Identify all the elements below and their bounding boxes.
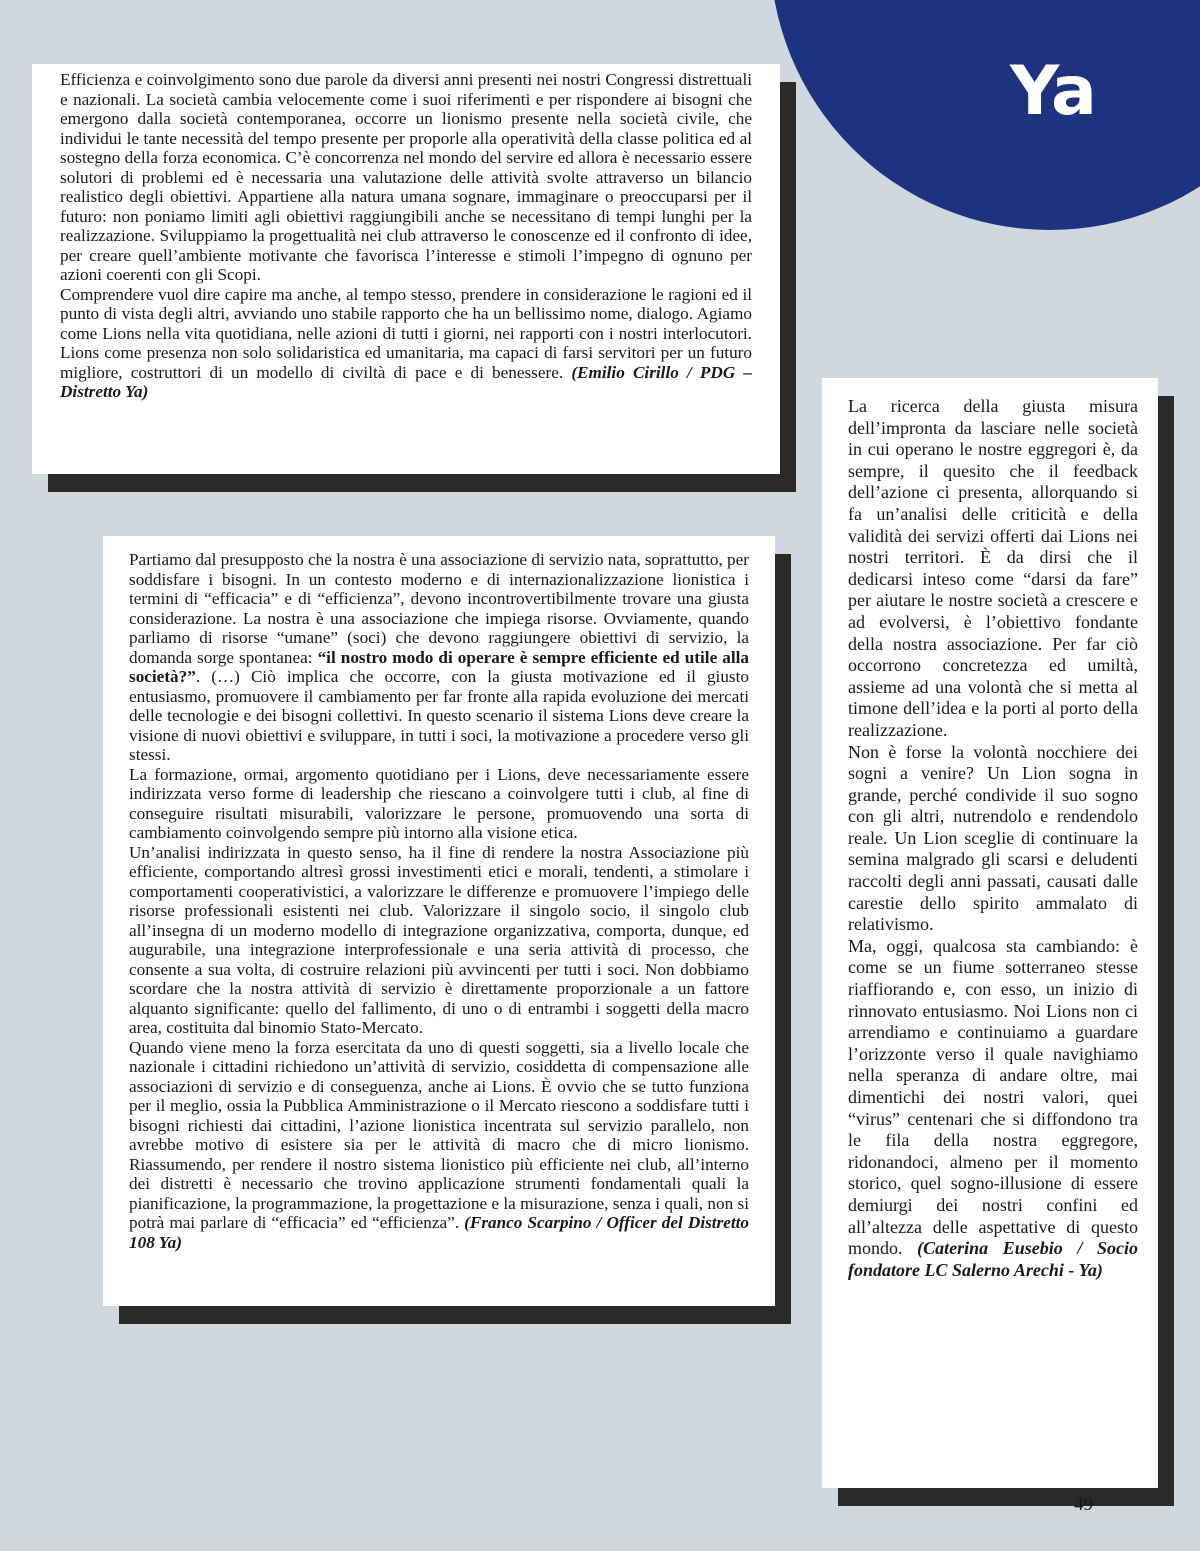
article-box-cirillo — [32, 64, 780, 474]
paragraph-text: Ma, oggi, qualcosa sta cambiando: è come se un fiume sotterraneo stesse riaffiorando e, con esso, un inizio di rinnovato entusiasmo. Noi Lions non ci arrendiamo e continuiamo a guardare l’orizzonte verso il quale navighiamo nella speranza di andare oltre, mai dimentichi dei nostri valori, quei “virus” centenari che si diffondono tra le fila della nostra eggregore, ridonandoci, almeno per il momento storico, quel sogno-illusione di essere demiurgi dei nostri confini ed all’altezza delle aspettative di questo mondo. — [848, 935, 1138, 1259]
article-paragraph: Efficienza e coinvolgimento sono due parole da diversi anni presenti nei nostri Congressi distrettuali e nazionali. La società cambia velocemente come i suoi riferimenti e per rispondere ai bisogni che emergono dalla società contemporanea, occorre un lionismo presente nella società civile, che individui le tante necessità del tempo presente per proporle alla operatività della classe politica ed al sostegno della forza economica. C’è concorrenza nel mondo del servire ed allora è necessario essere solutori di problemi ed è necessaria una valutazione delle attività svolte attraverso un bilancio realistico degli obiettivi. Appartiene alla natura umana sognare, immaginare o preoccuparsi per il futuro: non poniamo limiti agli obiettivi raggiungibili anche se necessitano di tempi lunghi per la realizzazione. Sviluppiamo la progettualità nei club attraverso le conoscenze ed il confronto di idee, per creare quell’ambiente motivante che favorisca l’interesse e stimoli l’impegno di ognuno per azioni coerenti con gli Scopi. — [60, 70, 752, 284]
article-paragraph: Un’analisi indirizzata in questo senso, ha il fine di rendere la nostra Associazione più efficiente, comportando altresì grossi investimenti etici e morali, tendenti, a stimolare i comportamenti cooperativistici, a valorizzare le differenze e promuovere l’impiego delle risorse professionali esistenti nei club. Valorizzare il singolo socio, il singolo club all’insegna di un moderno modello di integrazione organizzativa, comporta, dunque, ed augurabile, una integrazione interprofessionale e una seria attività di processo, che consente a sua volta, di costruire relazioni più avvincenti per tutti i soci. Non dobbiamo scordare che la nostra attività di servizio è direttamente proporzionale a un fattore alquanto significante: quello del fallimento, di uno o di entrambi i soggetti della macro area, costituita dal binomio Stato-Mercato. — [129, 842, 749, 1037]
page-number: 49 — [1074, 1494, 1093, 1515]
article-paragraph: La ricerca della giusta misura dell’impronta da lasciare nelle società in cui operano le nostre eggregori è, da sempre, il quesito che il feedback dell’azione ci presenta, allorquando si fa un’analisi delle criticità e della validità dei servizi offerti dai Lions nei nostri territori. È da dirsi che il dedicarsi inteso come “darsi da fare” per aiutare le nostre società a crescere e ad evolversi, è l’obiettivo fondante della nostra associazione. Per far ciò occorrono concretezza ed umiltà, assieme ad una volontà che si metta al timone dell’idea e la porti al porto della realizzazione. — [848, 396, 1138, 740]
district-label: Ya — [1010, 52, 1095, 131]
article-paragraph — [60, 285, 752, 402]
article-paragraph: Non è forse la volontà nocchiere dei sogni a venire? Un Lion sogna in grande, perché condivide il suo sogno con gli altri, nutrendolo e rendendolo reale. Un Lion sceglie di continuare la semina malgrado gli scarsi e deludenti raccolti degli anni passati, causati dalle carestie dello spirito ammalato di relativismo. — [848, 741, 1138, 935]
paragraph-text: . (…) Ciò implica che occorre, con la giusta motivazione ed il giusto entusiasmo, promuovere il cambiamento per far fronte alla rapida evoluzione dei mercati delle tecnologie e dei bisogni collettivi. In questo scenario il sistema Lions deve creare la visione di nuovi obiettivi e sviluppare, in tutti i soci, la motivazione a procedere verso gli stessi. — [129, 667, 749, 764]
decorative-circle — [770, 0, 1200, 230]
article-box-eusebio — [822, 378, 1158, 1488]
paragraph-text: Comprendere vuol dire capire ma anche, al tempo stesso, prendere in considerazione le ragioni ed il punto di vista degli altri, avviando uno stabile rapporto che ha un bellissimo nome, dialogo. Agiamo come Lions nella vita quotidiana, nelle azioni di tutti i giorni, nei rapporti con i nostri interlocutori. Lions come presenza non solo solidaristica ed umanitaria, ma capaci di farsi servitori per un futuro migliore, costruttori di un modello di civiltà di pace e di benessere. — [60, 284, 752, 382]
paragraph-text: Partiamo dal presupposto che la nostra è una associazione di servizio nata, soprattutto, per soddisfare i bisogni. In un contesto moderno e di internazionalizzazione lionistica i termini di “efficacia” e di “efficienza”, devono incontrovertibilmente trovare una giusta considerazione. La nostra è una associazione che impiega risorse. Ovviamente, quando parliamo di risorse “umane” (soci) che devono raggiungere obiettivi di servizio, la domanda sorge spontanea: — [129, 550, 749, 667]
highlighted-question: “il nostro modo di operare è sempre efficiente ed utile alla società?” — [129, 647, 750, 686]
paragraph-text: Quando viene meno la forza esercitata da uno di questi soggetti, sia a livello locale che nazionale i cittadini richiedono un’attività di servizio, cosiddetta di compensazione alle associazioni di servizio e di conseguenza, anche ai Lions. È ovvio che se tutto funziona per il meglio, ossia la Pubblica Amministrazione o il Mercato riescono a soddisfare tutti i bisogni richiesti dai cittadini, l’azione lionistica incentrata sul servizio parallelo, non avrebbe motivo di esistere sia per le attività di macro che di micro lionismo. Riassumendo, per rendere il nostro sistema lionistico più efficiente nei club, all’interno dei distretti è necessario che trovino applicazione strumenti fondamentali quali la pianificazione, la programmazione, la progettazione e la misurazione, senza i quali, non si potrà mai parlare di “efficacia” ed “efficienza”. — [129, 1037, 749, 1232]
article-paragraph — [848, 936, 1138, 1282]
author-signature: (Emilio Cirillo / PDG – Distretto Ya) — [60, 362, 753, 401]
author-signature: (Franco Scarpino / Officer del Distretto 108 Ya) — [129, 1213, 750, 1252]
author-signature: (Caterina Eusebio / Socio fondatore LC Salerno Arechi - Ya) — [848, 1238, 1139, 1280]
article-paragraph — [129, 550, 749, 765]
article-box-scarpino — [103, 536, 775, 1306]
article-paragraph: La formazione, ormai, argomento quotidiano per i Lions, deve necessariamente essere indirizzata verso forme di leadership che riescano a coinvolgere tutti i club, al fine di conseguire risultati misurabili, valorizzare le persone, promuovendo una sorta di cambiamento coinvolgendo sempre più intorno alla visione etica. — [129, 764, 749, 842]
article-paragraph — [129, 1038, 749, 1253]
